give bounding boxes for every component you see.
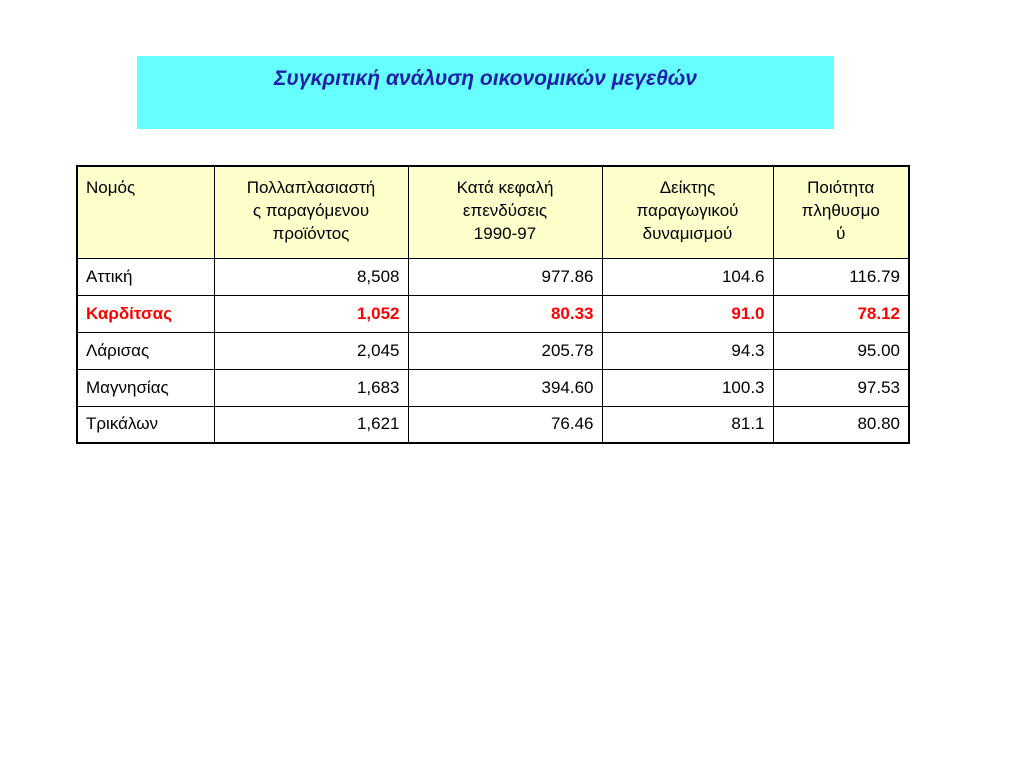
multiplier-value-cell: 8,508 — [214, 258, 408, 295]
multiplier-value-cell: 2,045 — [214, 332, 408, 369]
region-name-cell: Τρικάλων — [77, 406, 214, 443]
productivity-index-value-cell: 100.3 — [602, 369, 773, 406]
productivity-index-value-cell: 91.0 — [602, 295, 773, 332]
multiplier-value-cell: 1,683 — [214, 369, 408, 406]
table-header-row — [77, 166, 909, 258]
investment-value-cell: 76.46 — [408, 406, 602, 443]
comparison-table — [76, 165, 910, 444]
population-quality-value-cell: 97.53 — [773, 369, 909, 406]
investment-value-cell: 205.78 — [408, 332, 602, 369]
productivity-index-value-cell: 94.3 — [602, 332, 773, 369]
title-banner — [137, 56, 834, 129]
multiplier-value-cell: 1,052 — [214, 295, 408, 332]
table-row — [77, 406, 909, 443]
region-name-cell: Μαγνησίας — [77, 369, 214, 406]
region-name-cell: Αττική — [77, 258, 214, 295]
header-multiplier: Πολλαπλασιαστή ς παραγόμενου προϊόντος — [214, 166, 408, 258]
population-quality-value-cell: 95.00 — [773, 332, 909, 369]
header-nomos: Νομός — [77, 166, 214, 258]
region-name-cell: Καρδίτσας — [77, 295, 214, 332]
header-population-quality: Ποιότητα πληθυσμο ύ — [773, 166, 909, 258]
population-quality-value-cell: 80.80 — [773, 406, 909, 443]
productivity-index-value-cell: 104.6 — [602, 258, 773, 295]
table-row — [77, 369, 909, 406]
investment-value-cell: 394.60 — [408, 369, 602, 406]
table-row — [77, 295, 909, 332]
table-row — [77, 332, 909, 369]
region-name-cell: Λάρισας — [77, 332, 214, 369]
multiplier-value-cell: 1,621 — [214, 406, 408, 443]
table-row — [77, 258, 909, 295]
header-investment: Κατά κεφαλή επενδύσεις 1990-97 — [408, 166, 602, 258]
population-quality-value-cell: 116.79 — [773, 258, 909, 295]
header-productivity-index: Δείκτης παραγωγικού δυναμισμού — [602, 166, 773, 258]
population-quality-value-cell: 78.12 — [773, 295, 909, 332]
page-title: Συγκριτική ανάλυση οικονομικών μεγεθών — [274, 67, 697, 90]
investment-value-cell: 80.33 — [408, 295, 602, 332]
productivity-index-value-cell: 81.1 — [602, 406, 773, 443]
investment-value-cell: 977.86 — [408, 258, 602, 295]
table-body — [77, 258, 909, 443]
